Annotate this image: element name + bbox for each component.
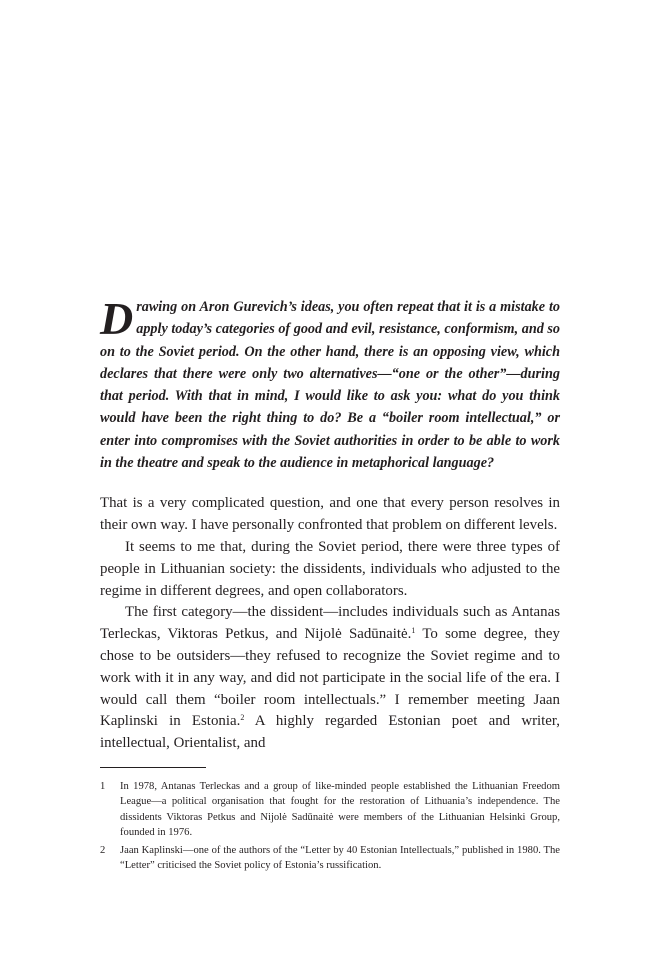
footnote-text: In 1978, Antanas Terleckas and a group of like-minded people established the Lithuanian Freedom League—a political organisation that fought for the restoration of Lithuania’s independence. The dissidents Viktoras Petkus and Nijolė Sadūnaitė were members of the Lithuanian Helsinki Group, founded in 1976. bbox=[120, 780, 560, 839]
answer-paragraph-2: It seems to me that, during the Soviet period, there were three types of people in Lithuanian society: the dissidents, individuals who adjusted to the regime in different degrees, and open collaborators. bbox=[100, 538, 560, 599]
paragraph-3-part-b: To some degree, they chose to be outsiders—they refused to recognize the Soviet regime and to work with it in any way, and did not participate in the social life of the era. I would call them “boiler room intellectuals.” I remember meeting Jaan Kaplinski in Estonia. bbox=[100, 626, 560, 730]
footnote-number: 1 bbox=[100, 780, 106, 792]
paragraph-3-part-c: A highly regarded Estonian poet and writer, intellectual, Orientalist, and bbox=[100, 713, 560, 752]
footnote-1 bbox=[100, 779, 560, 841]
footnote-2 bbox=[100, 843, 560, 874]
footnotes bbox=[100, 779, 560, 874]
footnote-divider bbox=[100, 767, 206, 768]
footnote-ref-1[interactable]: 1 bbox=[411, 626, 416, 636]
paragraph-3-part-a: The first category—the dissident—includes individuals such as Antanas Terleckas, Viktoras Petkus, and Nijolė Sadūnaitė. bbox=[100, 604, 560, 643]
footnote-text: Jaan Kaplinski—one of the authors of the “Letter by 40 Estonian Intellectuals,” published in 1980. The “Letter” criticised the Soviet policy of Estonia’s russification. bbox=[120, 844, 560, 872]
footnote-ref-2[interactable]: 2 bbox=[240, 713, 245, 723]
book-page bbox=[100, 293, 560, 876]
footnote-number: 2 bbox=[100, 844, 106, 856]
interview-answer bbox=[100, 493, 560, 755]
drop-cap: D bbox=[100, 293, 134, 344]
interview-question bbox=[100, 293, 560, 474]
answer-paragraph-1: That is a very complicated question, and one that every person resolves in their own way. I have personally confronted that problem on different levels. bbox=[100, 495, 560, 534]
answer-paragraph-3 bbox=[100, 602, 560, 755]
question-text: rawing on Aron Gurevich’s ideas, you often repeat that it is a mistake to apply today’s categories of good and evil, resistance, conformism, and so on to the Soviet period. On the other hand, there is an opposing view, which declares that there were only two alternatives—“one or the other”—during that period. With that in mind, I would like to ask you: what do you think would have been the right thing to do? Be a “boiler room intellectual,” or enter into compromises with the Soviet authorities in order to be able to work in the theatre and speak to the audience in metaphorical language? bbox=[100, 299, 560, 472]
